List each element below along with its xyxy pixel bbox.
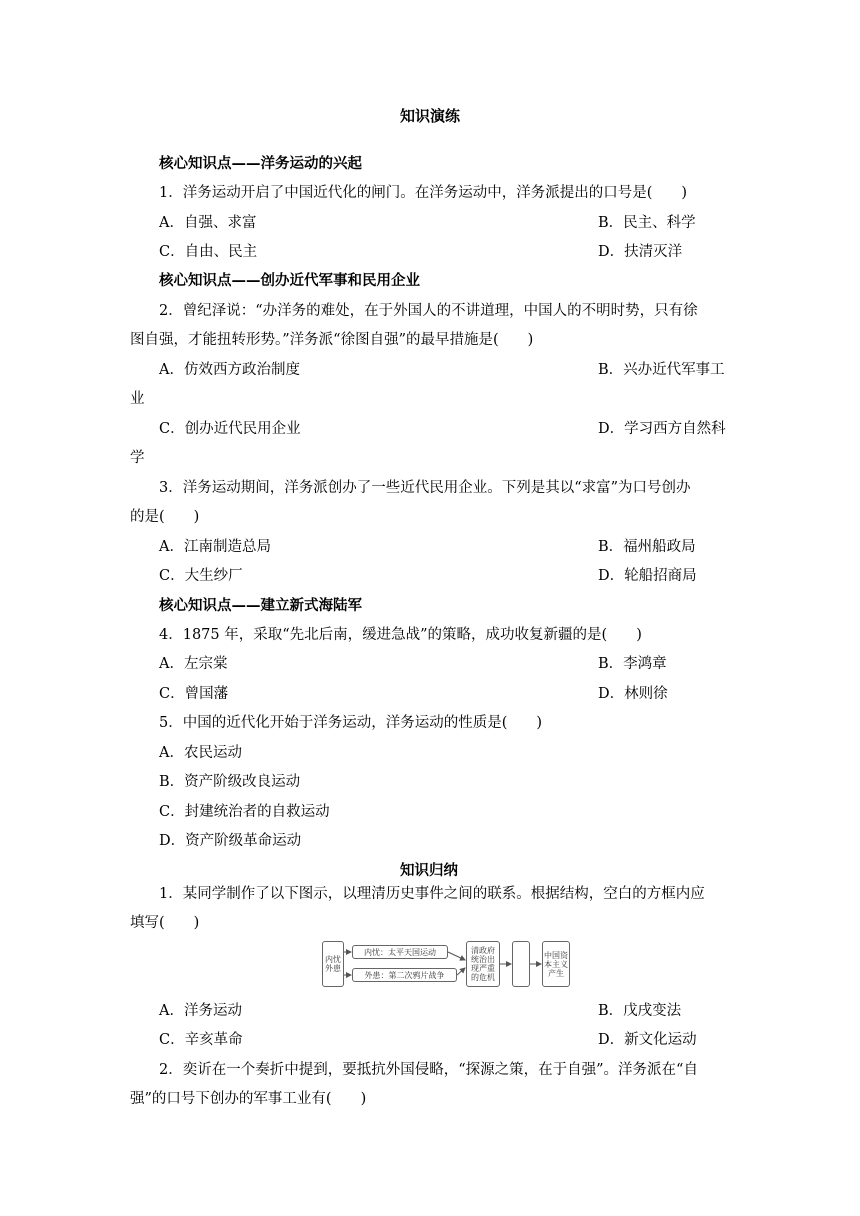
question-stem: 2．曾纪泽说：“办洋务的难处，在于外国人的不讲道理，中国人的不明时势，只有徐	[159, 303, 698, 319]
option-a: A．仿效西方政治制度	[159, 362, 300, 378]
option-d: D．林则徐	[598, 686, 668, 702]
option-d: D．扶清灭洋	[598, 244, 683, 260]
option-a: A．农民运动	[159, 745, 242, 761]
box-internal-external: 内忧外患	[322, 941, 344, 987]
question-stem-continued: 填写( )	[130, 915, 200, 931]
option-a: A．洋务运动	[159, 1003, 242, 1019]
option-c: C．封建统治者的自救运动	[159, 804, 330, 820]
question-stem-continued: 强”的口号下创办的军事工业有( )	[130, 1091, 367, 1107]
section-title: 知识归纳	[400, 863, 458, 879]
option-b: B．兴办近代军事工	[598, 362, 725, 378]
option-d: D．资产阶级革命运动	[159, 833, 302, 849]
option-c: C．创办近代民用企业	[159, 421, 301, 437]
section-heading: 核心知识点——洋务运动的兴起	[159, 156, 362, 172]
flow-diagram	[320, 940, 572, 988]
section-heading: 核心知识点——创办近代军事和民用企业	[159, 273, 420, 289]
option-a: A．江南制造总局	[159, 539, 271, 555]
question-stem: 2．奕䜣在一个奏折中提到，要抵抗外国侵略，“探源之策，在于自强”。洋务派在“自	[159, 1062, 698, 1078]
option-b: B．戊戌变法	[598, 1003, 682, 1019]
question-stem: 1．洋务运动开启了中国近代化的闸门。在洋务运动中，洋务派提出的口号是( )	[159, 185, 688, 201]
option-c: C．辛亥革命	[159, 1032, 243, 1048]
option-d-wrap: 学	[130, 450, 145, 466]
question-stem: 5．中国的近代化开始于洋务运动，洋务运动的性质是( )	[159, 715, 543, 731]
question-stem: 1．某同学制作了以下图示，以理清历史事件之间的联系。根据结构，空白的方框内应	[159, 886, 705, 902]
page-title: 知识演练	[400, 107, 461, 125]
option-b: B．民主、科学	[598, 215, 696, 231]
question-stem-continued: 的是( )	[130, 509, 200, 525]
box-capitalism: 中国资本主义产生	[542, 941, 570, 987]
option-c: C．大生纱厂	[159, 568, 243, 584]
option-b: B．福州船政局	[598, 539, 696, 555]
option-b-wrap: 业	[130, 391, 145, 407]
question-stem-continued: 图自强，才能扭转形势。”洋务派“徐图自强”的最早措施是( )	[130, 332, 534, 348]
box-crisis: 清政府统治出现严重的危机	[466, 941, 500, 987]
option-c: C．自由、民主	[159, 244, 258, 260]
option-a: A．左宗棠	[159, 656, 228, 672]
question-stem: 3．洋务运动期间，洋务派创办了一些近代民用企业。下列是其以“求富”为口号创办	[159, 480, 691, 496]
option-b: B．李鸿章	[598, 656, 667, 672]
box-external-trouble: 外患：第二次鸦片战争	[352, 968, 457, 982]
option-b: B．资产阶级改良运动	[159, 774, 301, 790]
option-d: D．学习西方自然科	[598, 421, 726, 437]
box-blank	[512, 941, 530, 987]
option-a: A．自强、求富	[159, 215, 257, 231]
section-heading: 核心知识点——建立新式海陆军	[159, 598, 362, 614]
question-stem: 4．1875 年，采取“先北后南，缓进急战”的策略，成功收复新疆的是( )	[159, 627, 642, 643]
box-internal-trouble: 内忧：太平天国运动	[352, 945, 448, 959]
option-d: D．轮船招商局	[598, 568, 697, 584]
option-c: C．曾国藩	[159, 686, 229, 702]
option-d: D．新文化运动	[598, 1032, 697, 1048]
